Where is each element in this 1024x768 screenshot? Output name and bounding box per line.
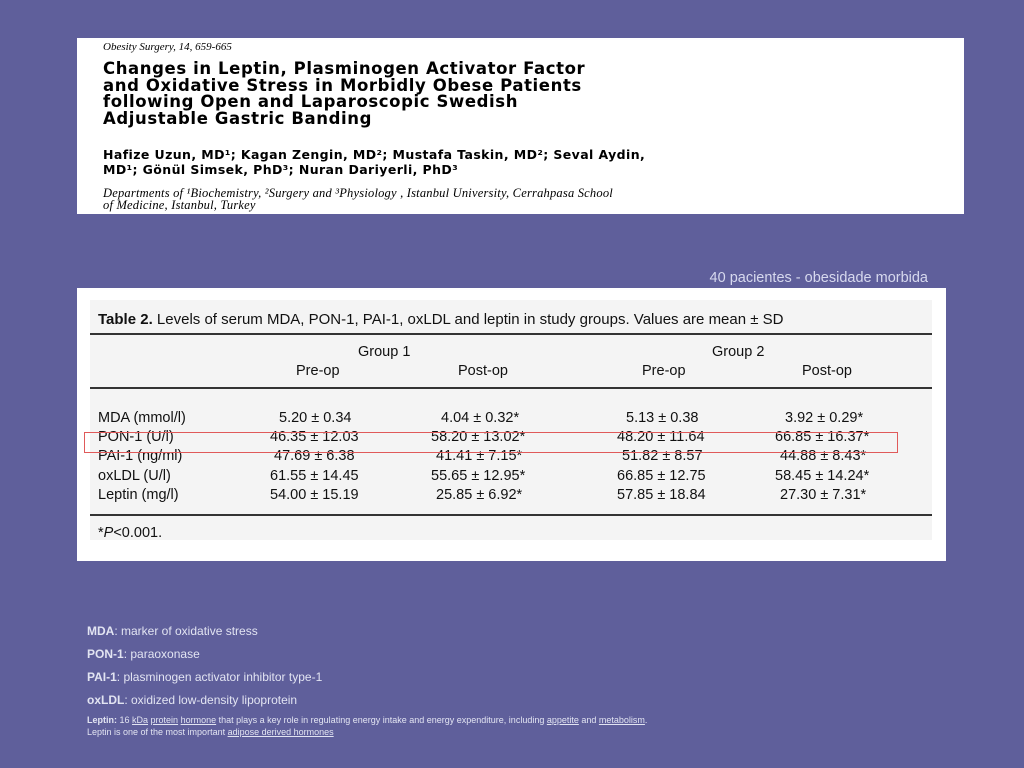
leptin-line-2	[87, 726, 647, 738]
subheader-preop-2: Pre-op	[642, 363, 686, 379]
pai1-highlight-box	[84, 432, 898, 453]
table-cell: 54.00 ± 15.19	[270, 487, 359, 503]
row-label-pon1: PON-1 (U/l)	[98, 429, 174, 445]
table-header-rule	[90, 387, 932, 389]
subheader-preop-1: Pre-op	[296, 363, 340, 379]
slide-caption: 40 pacientes - obesidade morbida	[709, 270, 928, 286]
glossary-definition: : paraoxonase	[123, 647, 200, 661]
table-cell: 48.20 ± 11.64	[617, 429, 705, 445]
glossary-term: PAI-1	[87, 670, 117, 684]
protein-link[interactable]: protein	[150, 715, 179, 725]
table-cell: 55.65 ± 12.95*	[431, 468, 526, 484]
appetite-link[interactable]: appetite	[546, 715, 579, 725]
title-line: Changes in Leptin, Plasminogen Activator Factor	[103, 59, 586, 78]
table-cell: 66.85 ± 12.75	[617, 468, 706, 484]
table-cell: 58.45 ± 14.24*	[775, 468, 870, 484]
authors	[103, 147, 964, 177]
hormone-link[interactable]: hormone	[180, 715, 217, 725]
leptin-note	[87, 714, 647, 738]
paper-header	[77, 38, 964, 214]
table-figure	[77, 288, 946, 561]
author-line: MD¹; Gönül Simsek, PhD³; Nuran Dariyerli, PhD³	[103, 162, 459, 177]
metabolism-link[interactable]: metabolism	[598, 715, 645, 725]
footnote-p: P	[103, 525, 114, 541]
departments	[103, 187, 964, 211]
subheader-postop-1: Post-op	[458, 363, 508, 379]
table-cell: 5.13 ± 0.38	[626, 410, 699, 426]
glossary-term: PON-1	[87, 647, 124, 661]
subheader-postop-2: Post-op	[802, 363, 852, 379]
table-cell: 47.69 ± 6.38	[274, 448, 355, 464]
table-footnote	[98, 525, 162, 541]
table-cell: 3.92 ± 0.29*	[785, 410, 864, 426]
glossary-definition: : oxidized low-density lipoprotein	[124, 693, 298, 707]
table-caption	[98, 311, 784, 328]
table-cell: 66.85 ± 16.37*	[775, 429, 870, 445]
glossary-definition: : marker of oxidative stress	[114, 624, 258, 638]
department-line: Departments of ¹Biochemistry, ²Surgery and ³Physiology , Istanbul University, Cerrahpasa School	[103, 186, 613, 200]
table-cell: 57.85 ± 18.84	[617, 487, 706, 503]
table-cell: 61.55 ± 14.45	[270, 468, 359, 484]
glossary-term: oxLDL	[87, 693, 125, 707]
table-cell: 27.30 ± 7.31*	[780, 487, 867, 503]
table-cell: 44.88 ± 8.43*	[780, 448, 867, 464]
glossary-term: MDA	[87, 624, 115, 638]
table-cell: 5.20 ± 0.34	[279, 410, 352, 426]
table-bottom-rule	[90, 514, 932, 516]
glossary-mda	[87, 624, 258, 638]
footnote-rest: <0.001.	[113, 525, 163, 541]
adipose-hormones-link[interactable]: adipose derived hormones	[227, 727, 334, 737]
glossary-oxldl	[87, 693, 297, 707]
author-line: Hafize Uzun, MD¹; Kagan Zengin, MD²; Mustafa Taskin, MD²; Seval Aydin,	[103, 147, 646, 162]
row-label-mda: MDA (mmol/l)	[98, 410, 186, 426]
leptin-text: 16	[117, 715, 133, 725]
title-line: following Open and Laparoscopic Swedish	[103, 92, 519, 111]
paper-title	[103, 61, 964, 127]
table-panel	[90, 300, 932, 540]
journal-citation: Obesity Surgery, 14, 659-665	[103, 42, 232, 53]
leptin-line-1	[87, 714, 647, 726]
glossary-pai1	[87, 670, 322, 684]
leptin-text: and	[578, 715, 599, 725]
leptin-text: Leptin is one of the most important	[87, 727, 228, 737]
table-cell: 46.35 ± 12.03	[270, 429, 359, 445]
title-line: and Oxidative Stress in Morbidly Obese Patients	[103, 75, 582, 95]
table-caption-text: Levels of serum MDA, PON-1, PAI-1, oxLDL and leptin in study groups. Values are mean ± SD	[152, 311, 784, 328]
leptin-text: .	[644, 715, 648, 725]
glossary-definition: : plasminogen activator inhibitor type-1	[116, 670, 323, 684]
department-line: of Medicine, Istanbul, Turkey	[103, 198, 256, 212]
leptin-text: that plays a key role in regulating energy intake and energy expenditure, including	[216, 715, 547, 725]
table-cell: 25.85 ± 6.92*	[436, 487, 523, 503]
row-label-pai1: PAI-1 (ng/ml)	[98, 448, 183, 464]
leptin-term: Leptin:	[87, 715, 117, 725]
kda-link[interactable]: kDa	[132, 715, 149, 725]
glossary-pon1	[87, 647, 200, 661]
table-cell: 41.41 ± 7.15*	[436, 448, 523, 464]
table-cell: 51.82 ± 8.57	[622, 448, 703, 464]
row-label-oxldl: oxLDL (U/l)	[98, 468, 171, 484]
table-cell: 4.04 ± 0.32*	[441, 410, 520, 426]
table-top-rule	[90, 333, 932, 335]
table-label: Table 2.	[98, 311, 153, 328]
table-cell: 58.20 ± 13.02*	[431, 429, 526, 445]
group-header-1: Group 1	[358, 344, 411, 360]
row-label-leptin: Leptin (mg/l)	[98, 487, 179, 503]
footnote-star: *	[98, 525, 104, 541]
group-header-2: Group 2	[712, 344, 765, 360]
title-line: Adjustable Gastric Banding	[103, 108, 373, 128]
